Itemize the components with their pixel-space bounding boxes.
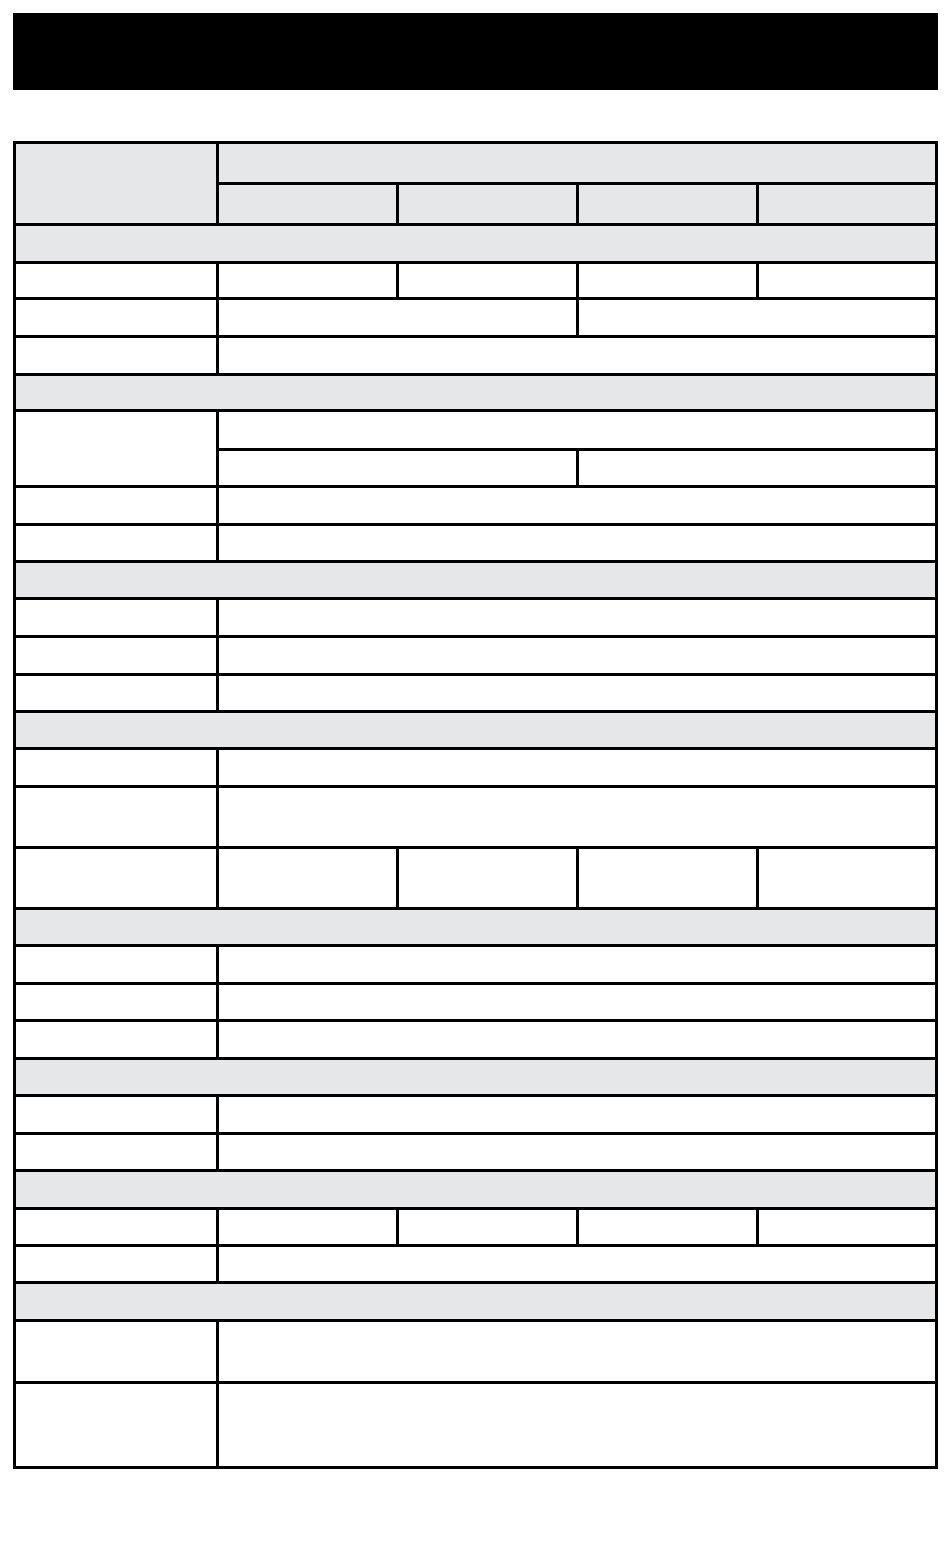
row-label bbox=[16, 1384, 219, 1466]
row-label bbox=[16, 788, 219, 849]
row-value bbox=[759, 849, 935, 910]
header-col-4 bbox=[759, 185, 935, 226]
row-value bbox=[219, 488, 935, 526]
row-value bbox=[219, 788, 935, 849]
title-bar bbox=[13, 13, 938, 90]
row-value bbox=[219, 1022, 935, 1060]
row-label bbox=[16, 300, 219, 338]
row-label bbox=[16, 1322, 219, 1384]
section-6-header bbox=[16, 1060, 935, 1097]
header-col-2 bbox=[399, 185, 579, 226]
row-label bbox=[16, 412, 219, 488]
row-value bbox=[579, 451, 935, 488]
row-label bbox=[16, 488, 219, 526]
row-value bbox=[219, 264, 399, 300]
row-value bbox=[219, 526, 935, 563]
row-value bbox=[219, 1384, 935, 1466]
row-value bbox=[579, 1210, 759, 1247]
row-value bbox=[219, 600, 935, 638]
row-value bbox=[219, 750, 935, 788]
row-label bbox=[16, 750, 219, 788]
row-value bbox=[219, 451, 579, 488]
section-8-header bbox=[16, 1284, 935, 1322]
row-label bbox=[16, 1247, 219, 1284]
section-7-header bbox=[16, 1172, 935, 1210]
row-value bbox=[759, 264, 935, 300]
row-label bbox=[16, 638, 219, 676]
row-label bbox=[16, 1135, 219, 1172]
row-value bbox=[759, 1210, 935, 1247]
row-value bbox=[219, 300, 579, 338]
row-label bbox=[16, 985, 219, 1022]
row-value bbox=[399, 264, 579, 300]
header-label-cell bbox=[16, 144, 219, 226]
row-value bbox=[219, 849, 399, 910]
row-label bbox=[16, 338, 219, 376]
row-value bbox=[579, 300, 935, 338]
row-value bbox=[219, 1247, 935, 1284]
row-value bbox=[219, 1322, 935, 1384]
row-label bbox=[16, 676, 219, 713]
row-value bbox=[399, 1210, 579, 1247]
row-value bbox=[399, 849, 579, 910]
row-label bbox=[16, 849, 219, 910]
row-value bbox=[579, 264, 759, 300]
row-label bbox=[16, 1022, 219, 1060]
row-value bbox=[219, 412, 935, 451]
spec-table bbox=[13, 141, 938, 1469]
row-label bbox=[16, 1210, 219, 1247]
row-value bbox=[219, 338, 935, 376]
section-4-header bbox=[16, 713, 935, 750]
row-value bbox=[219, 1135, 935, 1172]
row-value bbox=[219, 1097, 935, 1135]
row-value bbox=[219, 985, 935, 1022]
header-col-3 bbox=[579, 185, 759, 226]
section-3-header bbox=[16, 563, 935, 600]
header-group-cell bbox=[219, 144, 935, 185]
row-value bbox=[219, 638, 935, 676]
row-value bbox=[219, 947, 935, 985]
row-label bbox=[16, 947, 219, 985]
header-col-1 bbox=[219, 185, 399, 226]
row-label bbox=[16, 526, 219, 563]
row-value bbox=[219, 1210, 399, 1247]
row-label bbox=[16, 1097, 219, 1135]
row-label bbox=[16, 264, 219, 300]
row-value bbox=[219, 676, 935, 713]
section-5-header bbox=[16, 910, 935, 947]
row-value bbox=[579, 849, 759, 910]
row-label bbox=[16, 600, 219, 638]
section-2-header bbox=[16, 376, 935, 412]
section-1-header bbox=[16, 226, 935, 264]
